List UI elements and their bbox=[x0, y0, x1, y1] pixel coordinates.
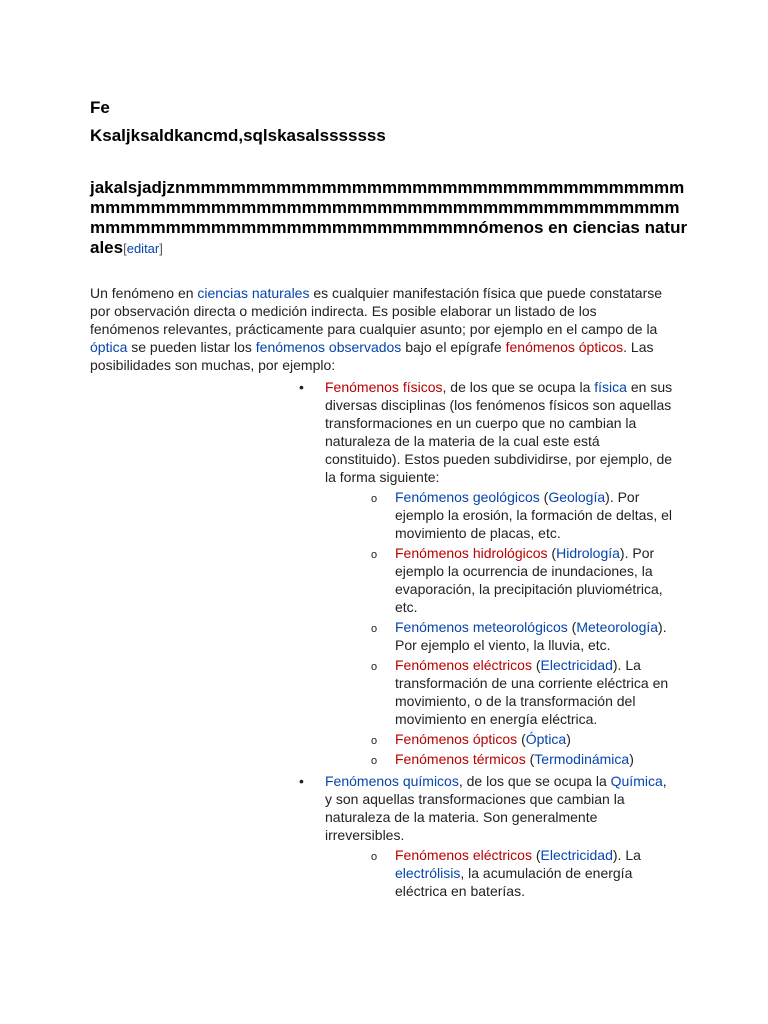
list-item-fisicos bbox=[299, 378, 675, 768]
sublist-item-hidrologicos bbox=[371, 544, 675, 616]
sublist-item-geologicos bbox=[371, 488, 675, 542]
section-heading bbox=[90, 178, 690, 259]
meteorologicos-description: ). Por ejemplo el viento, la lluvia, etc. bbox=[395, 619, 667, 653]
bullet-icon: • bbox=[299, 379, 304, 395]
sublist-item-termicos bbox=[371, 750, 675, 768]
text-mid: ). La bbox=[612, 847, 641, 863]
link-fenomenos-termicos[interactable]: Fenómenos térmicos bbox=[395, 751, 526, 767]
sublist-item-electricos-quimicos bbox=[371, 846, 675, 900]
geologicos-description: ). Por ejemplo la erosión, la formación de deltas, el movimiento de placas, etc. bbox=[395, 489, 673, 541]
link-fenomenos-hidrologicos[interactable]: Fenómenos hidrológicos bbox=[395, 545, 548, 561]
heading-fe: Fe bbox=[90, 98, 110, 117]
link-fenomenos-opticos[interactable]: fenómenos ópticos bbox=[505, 339, 624, 355]
electricos-description: ). La transformación de una corriente eléctrica en movimiento, o de la transformación del movimiento en energía eléctrica. bbox=[395, 657, 669, 727]
link-fenomenos-observados[interactable]: fenómenos observados bbox=[255, 339, 402, 355]
electrolisis-description: , la acumulación de energía eléctrica en baterías. bbox=[395, 865, 633, 899]
link-fenomenos-electricos[interactable]: Fenómenos eléctricos bbox=[395, 657, 532, 673]
link-fenomenos-meteorologicos[interactable]: Fenómenos meteorológicos bbox=[395, 619, 568, 635]
list-item-quimicos bbox=[299, 772, 675, 900]
intro-text-5: . Las posibilidades son muchas, por ejemplo: bbox=[90, 339, 654, 373]
link-ciencias-naturales[interactable]: ciencias naturales bbox=[197, 285, 310, 301]
intro-text-1: Un fenómeno en bbox=[90, 285, 198, 301]
text-close-paren: ) bbox=[566, 731, 571, 747]
text-open-paren: ( bbox=[539, 489, 549, 505]
edit-link[interactable]: editar bbox=[126, 241, 160, 256]
circle-bullet-icon: o bbox=[371, 755, 378, 767]
intro-paragraph bbox=[90, 284, 665, 374]
circle-bullet-icon: o bbox=[371, 735, 378, 747]
edit-close-bracket: ] bbox=[159, 241, 163, 256]
link-electricidad[interactable]: Electricidad bbox=[540, 657, 613, 673]
link-fenomenos-opticos-list[interactable]: Fenómenos ópticos bbox=[395, 731, 518, 747]
link-geologia[interactable]: Geología bbox=[548, 489, 606, 505]
fisicos-text-1: , de los que se ocupa la bbox=[442, 379, 595, 395]
link-meteorologia[interactable]: Meteorología bbox=[576, 619, 659, 635]
quimicos-text-2: , y son aquellas transformaciones que cambian la naturaleza de la materia. Son generalmente irreversibles. bbox=[325, 773, 667, 843]
circle-bullet-icon: o bbox=[371, 549, 378, 561]
link-electrolisis[interactable]: electrólisis bbox=[395, 865, 461, 881]
edit-section bbox=[123, 241, 163, 256]
text-open-paren: ( bbox=[567, 619, 577, 635]
sublist-item-electricos bbox=[371, 656, 675, 728]
intro-text-3: se pueden listar los bbox=[127, 339, 256, 355]
circle-bullet-icon: o bbox=[371, 851, 378, 863]
text-open-paren: ( bbox=[547, 545, 557, 561]
section-title: jakalsjadjznmmmmmmmmmmmmmmmmmmmmmmmmmmmmmmmmmmmmmmmmmmmmmmmmmmmmmmmmmmmmmmmmmmmmmmmmmmmmmmmmmmmmmmmmmmmmmmmmmnómenos en ciencias naturales bbox=[90, 178, 688, 257]
edit-open-bracket: [ bbox=[123, 241, 127, 256]
link-electricidad-quimicos[interactable]: Electricidad bbox=[540, 847, 613, 863]
heading-subtitle: Ksaljksaldkancmd,sqlskasalsssssss bbox=[90, 126, 386, 145]
link-hidrologia[interactable]: Hidrología bbox=[556, 545, 620, 561]
phenomena-list bbox=[299, 378, 675, 904]
intro-text-2: es cualquier manifestación física que puede constatarse por observación directa o medición indirecta. Es posible elaborar un listado de los fenómenos relevantes, prácticamente para cualquier asunto; por ejemplo en el campo de la bbox=[90, 285, 663, 337]
link-fenomenos-geologicos[interactable]: Fenómenos geológicos bbox=[395, 489, 540, 505]
sublist-item-meteorologicos bbox=[371, 618, 675, 654]
text-open-paren: ( bbox=[525, 751, 535, 767]
circle-bullet-icon: o bbox=[371, 493, 378, 505]
link-fenomenos-quimicos[interactable]: Fenómenos químicos bbox=[325, 773, 459, 789]
fisicos-sublist bbox=[325, 488, 675, 768]
hidrologicos-description: ). Por ejemplo la ocurrencia de inundaciones, la evaporación, la precipitación pluviométrica, etc. bbox=[395, 545, 663, 615]
link-fenomenos-electricos-quimicos[interactable]: Fenómenos eléctricos bbox=[395, 847, 532, 863]
link-fenomenos-fisicos[interactable]: Fenómenos físicos bbox=[325, 379, 443, 395]
quimicos-text-1: , de los que se ocupa la bbox=[458, 773, 611, 789]
bullet-icon: • bbox=[299, 773, 304, 789]
text-open-paren: ( bbox=[517, 731, 526, 747]
fisicos-text-2: en sus diversas disciplinas (los fenómenos físicos son aquellas transformaciones en un cuerpo que no cambian la naturaleza de la materia de la cual este está constituido). Estos pueden subdividirse, por ejemplo, de la forma siguiente: bbox=[325, 379, 673, 485]
link-fisica[interactable]: física bbox=[594, 379, 627, 395]
intro-text-4: bajo el epígrafe bbox=[401, 339, 506, 355]
link-termodinamica[interactable]: Termodinámica bbox=[534, 751, 630, 767]
sublist-item-opticos bbox=[371, 730, 675, 748]
circle-bullet-icon: o bbox=[371, 661, 378, 673]
quimicos-sublist bbox=[325, 846, 675, 900]
text-open-paren: ( bbox=[531, 657, 541, 673]
link-quimica[interactable]: Química bbox=[610, 773, 663, 789]
link-optica-list[interactable]: Óptica bbox=[525, 731, 567, 747]
circle-bullet-icon: o bbox=[371, 623, 378, 635]
text-close-paren: ) bbox=[629, 751, 634, 767]
link-optica[interactable]: óptica bbox=[90, 339, 128, 355]
text-open-paren: ( bbox=[531, 847, 541, 863]
